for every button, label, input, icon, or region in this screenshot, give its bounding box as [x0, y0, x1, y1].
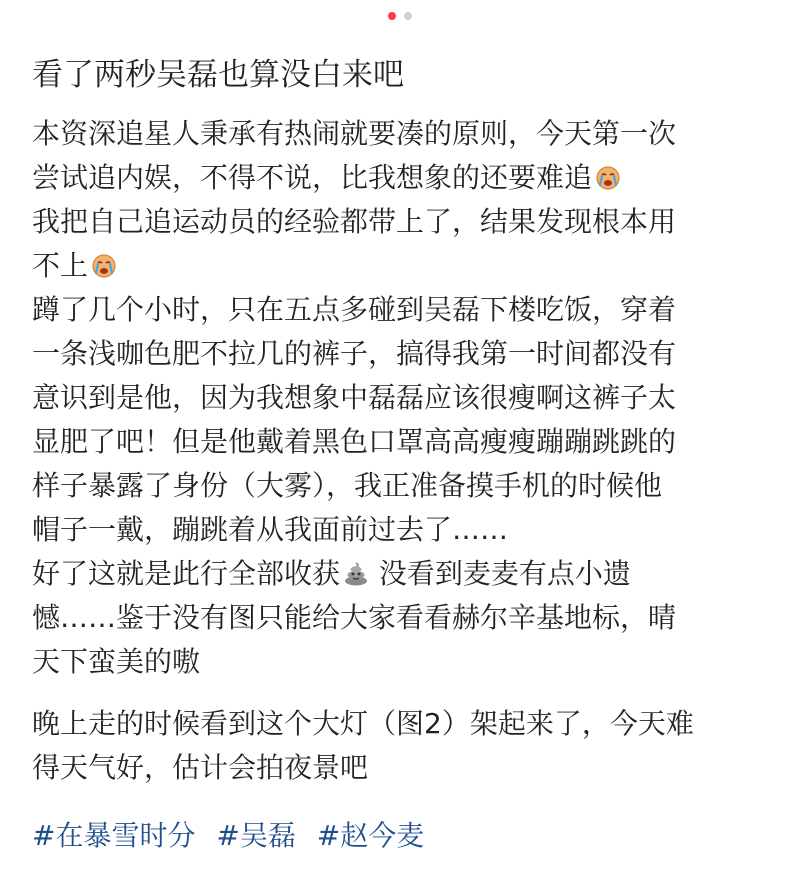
- body-line: 一条浅咖色肥不拉几的裤子，搞得我第一时间都没有: [32, 337, 677, 370]
- body-line: 帽子一戴，蹦跳着从我面前过去了……: [32, 513, 509, 546]
- body-line: 憾……鉴于没有图只能给大家看看赫尔辛基地标，晴: [32, 601, 677, 634]
- poop-icon: [342, 559, 370, 587]
- image-pager-dots: [0, 12, 800, 20]
- body-text: 尝试追内娱，不得不说，比我想象的还要难追: [32, 161, 593, 194]
- body-line: [32, 552, 772, 596]
- body-line: 得天气好，估计会拍夜景吧: [32, 751, 369, 784]
- body-line: 显肥了吧！但是他戴着黑色口罩高高瘦瘦蹦蹦跳跳的: [32, 425, 677, 458]
- topic-tags: [32, 814, 436, 858]
- body-line: 蹲了几个小时，只在五点多碰到吴磊下楼吃饭，穿着: [32, 293, 677, 326]
- body-text: 好了这就是此行全部收获: [32, 557, 341, 590]
- paragraph-gap: [32, 684, 772, 702]
- body-line: 天下蛮美的嗷: [32, 645, 201, 678]
- body-line: 意识到是他，因为我想象中磊磊应该很瘦啊这裤子太: [32, 381, 677, 414]
- body-line: 本资深追星人秉承有热闹就要凑的原则，今天第一次: [32, 117, 677, 150]
- crying-face-icon: [594, 163, 622, 191]
- body-line: 样子暴露了身份（大雾），我正准备摸手机的时候他: [32, 469, 663, 502]
- pager-dot[interactable]: [404, 12, 412, 20]
- topic-tag-link[interactable]: #吴磊: [216, 819, 296, 852]
- body-text: 不上: [32, 249, 89, 282]
- pager-dot-active[interactable]: [388, 12, 396, 20]
- body-line: 我把自己追运动员的经验都带上了，结果发现根本用: [32, 205, 677, 238]
- body-text: 没看到麦麦有点小遗: [378, 557, 631, 590]
- body-line: 晚上走的时候看到这个大灯（图2）架起来了，今天难: [32, 707, 694, 740]
- body-line: [32, 244, 772, 288]
- topic-tag-link[interactable]: #在暴雪时分: [32, 819, 196, 852]
- crying-face-icon: [90, 251, 118, 279]
- body-line: [32, 156, 772, 200]
- post-title: 看了两秒吴磊也算没白来吧: [32, 57, 404, 93]
- topic-tag-link[interactable]: #赵今麦: [316, 819, 425, 852]
- post-body: [32, 112, 772, 790]
